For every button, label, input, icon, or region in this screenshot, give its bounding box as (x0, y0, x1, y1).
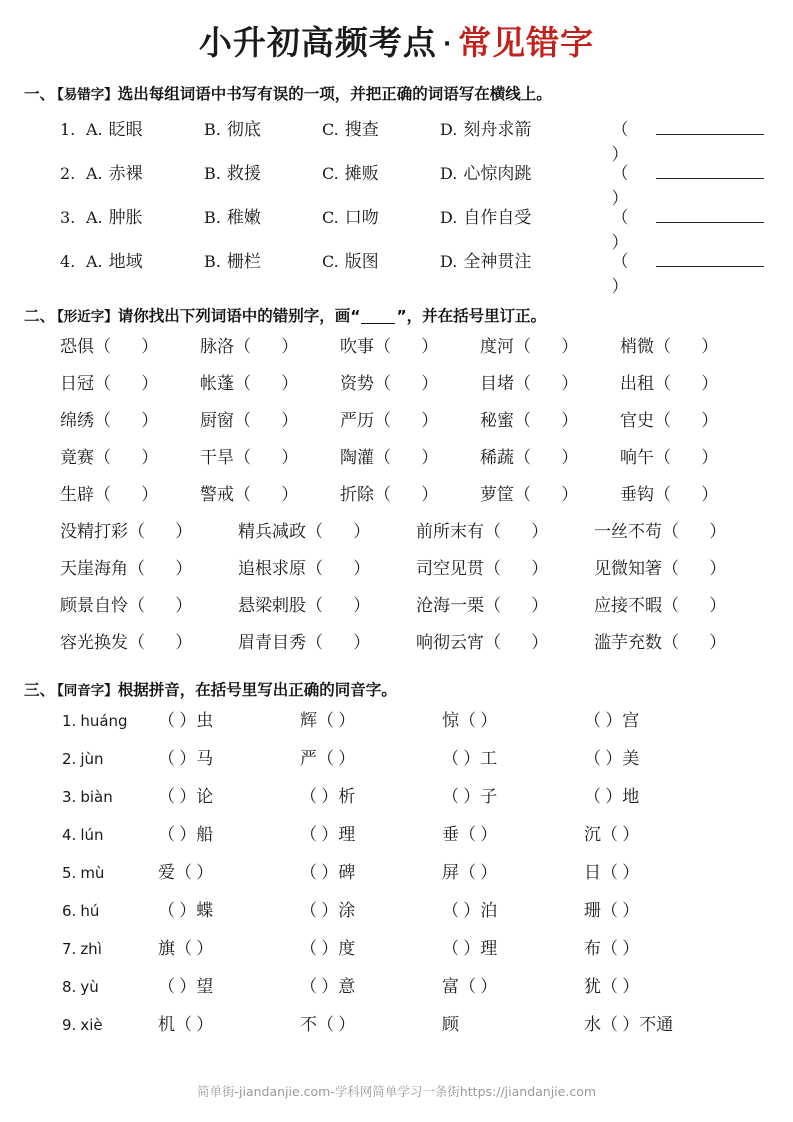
word-item[interactable] (340, 480, 480, 505)
homophone-blank[interactable]: 沉（ ） (584, 825, 640, 844)
answer-bracket[interactable]: （ ） (611, 207, 643, 253)
pinyin-text: lún (80, 826, 104, 844)
correction-bracket[interactable]: （ ） (514, 373, 592, 393)
idiom-item[interactable] (238, 591, 416, 616)
option-b[interactable] (204, 159, 322, 184)
word-text: 绵绣 (60, 410, 94, 430)
question-index: 2. (60, 163, 76, 183)
correction-bracket[interactable]: （ ） (234, 373, 312, 393)
homophone-blank[interactable]: （ ）析 (300, 787, 356, 806)
homophone-blank[interactable]: 惊（ ） (442, 711, 498, 730)
idiom-item[interactable] (594, 517, 772, 542)
option-d-label: D. (440, 207, 458, 227)
homophone-blank[interactable]: 珊（ ） (584, 901, 640, 920)
correction-bracket[interactable]: （ ） (94, 447, 172, 467)
pinyin-text: hú (80, 902, 100, 920)
idiom-text: 沧海一栗 (416, 595, 484, 615)
section-1-heading (24, 83, 769, 106)
correction-bracket[interactable]: （ ） (514, 484, 592, 504)
correction-bracket[interactable]: （ ） (374, 373, 452, 393)
question-row (24, 115, 769, 165)
option-b-word: 稚嫩 (226, 207, 261, 228)
word-text: 出租 (620, 373, 654, 393)
option-a-word: 肿胀 (108, 207, 143, 228)
option-d[interactable] (440, 247, 598, 272)
pinyin-row (62, 744, 769, 782)
section-1-tag: 【易错字】 (57, 87, 118, 104)
section-3-body (24, 706, 769, 1048)
correction-bracket[interactable]: （ ） (514, 447, 592, 467)
section-2-text-before: 请你找出下列词语中的错别字，画“ (117, 306, 361, 325)
pinyin-row (62, 706, 769, 744)
correction-bracket[interactable]: （ ） (94, 373, 172, 393)
homophone-blank[interactable]: 顾 (442, 1015, 459, 1034)
idiom-text: 顾景自怜 (60, 595, 128, 615)
section-1-body (24, 115, 769, 297)
correction-bracket[interactable]: （ ） (662, 595, 740, 615)
homophone-blank[interactable]: 旗（ ） (158, 939, 214, 958)
word-text: 萝筐 (480, 484, 514, 504)
word-text: 恐俱 (60, 336, 94, 356)
idiom-row (60, 517, 769, 554)
row-index: 8. (62, 978, 77, 996)
idiom-text: 悬梁剌股 (238, 595, 306, 615)
word-row (60, 480, 769, 517)
homophone-blank[interactable]: （ ）度 (300, 939, 356, 958)
option-d[interactable] (440, 159, 598, 184)
section-2-body (24, 332, 769, 665)
answer-blank-line[interactable] (656, 119, 764, 135)
correction-bracket[interactable]: （ ） (94, 336, 172, 356)
idiom-item[interactable] (60, 628, 238, 653)
option-a-label: A. (86, 163, 103, 183)
idiom-text: 精兵减政 (238, 521, 306, 541)
correction-bracket[interactable]: （ ） (374, 336, 452, 356)
correction-bracket[interactable]: （ ） (374, 484, 452, 504)
homophone-blank[interactable]: （ ）船 (158, 825, 214, 844)
answer-blank-line[interactable] (656, 251, 764, 267)
homophone-blank[interactable]: （ ）涂 (300, 901, 356, 920)
word-text: 严历 (340, 410, 374, 430)
homophone-blank[interactable]: 布（ ） (584, 939, 640, 958)
homophone-blank[interactable]: 严（ ） (300, 749, 356, 768)
pinyin-text: xiè (80, 1016, 103, 1034)
correction-bracket[interactable]: （ ） (234, 447, 312, 467)
word-item[interactable] (200, 332, 340, 357)
option-c-label: C. (322, 119, 339, 139)
pinyin-label (62, 712, 158, 730)
correction-bracket[interactable]: （ ） (484, 521, 562, 541)
pinyin-label (62, 978, 158, 996)
correction-bracket[interactable]: （ ） (306, 521, 384, 541)
pinyin-row (62, 782, 769, 820)
option-d[interactable] (440, 115, 598, 140)
page-title (24, 0, 769, 69)
word-text: 垂钩 (620, 484, 654, 504)
option-b-word: 救援 (226, 163, 261, 184)
row-index: 1. (62, 712, 77, 730)
pinyin-text: zhì (80, 940, 102, 958)
option-b-label: B. (204, 163, 221, 183)
homophone-blank[interactable]: 机（ ） (158, 1015, 214, 1034)
idiom-item[interactable] (416, 628, 594, 653)
word-item[interactable] (200, 406, 340, 431)
option-b[interactable] (204, 247, 322, 272)
correction-bracket[interactable]: （ ） (128, 558, 206, 578)
word-text: 官史 (620, 410, 654, 430)
idiom-row (60, 591, 769, 628)
idiom-text: 天崖海角 (60, 558, 128, 578)
homophone-blank[interactable]: 日（ ） (584, 863, 640, 882)
idiom-text: 没精打彩 (60, 521, 128, 541)
pinyin-row (62, 934, 769, 972)
homophone-blank[interactable]: （ ）望 (158, 977, 214, 996)
option-d-label: D. (440, 163, 458, 183)
option-c-word: 口吻 (344, 207, 379, 228)
option-a[interactable] (86, 115, 204, 140)
word-item[interactable] (620, 406, 760, 431)
idiom-item[interactable] (238, 628, 416, 653)
homophone-blank[interactable]: 不（ ） (300, 1015, 356, 1034)
word-row (60, 406, 769, 443)
homophone-blank[interactable]: 富（ ） (442, 977, 498, 996)
watermark-text: 简单街-jiandanjie.com-学科网简单学习一条街https://jiandanjie.com (196, 1084, 597, 1099)
option-b-label: B. (204, 251, 221, 271)
correction-bracket[interactable]: （ ） (234, 336, 312, 356)
question-index: 3. (60, 207, 76, 227)
pinyin-row (62, 820, 769, 858)
word-text: 帐蓬 (200, 373, 234, 393)
correction-bracket[interactable]: （ ） (654, 373, 732, 393)
homophone-blank[interactable]: （ ）泊 (442, 901, 498, 920)
option-a-word: 眨眼 (108, 119, 143, 140)
option-d-word: 刻舟求箭 (463, 119, 532, 140)
idiom-item[interactable] (60, 591, 238, 616)
pinyin-row (62, 858, 769, 896)
word-item[interactable] (60, 332, 200, 357)
answer-bracket[interactable]: （ ） (611, 251, 643, 297)
idiom-item[interactable] (594, 554, 772, 579)
word-text: 脉洛 (200, 336, 234, 356)
correction-bracket[interactable]: （ ） (514, 336, 592, 356)
homophone-blank[interactable]: （ ）宫 (584, 711, 640, 730)
correction-bracket[interactable]: （ ） (128, 521, 206, 541)
option-a-label: A. (86, 119, 103, 139)
section-1-text: 选出每组词语中书写有误的一项，并把正确的词语写在横线上。 (117, 85, 552, 104)
idiom-text: 追根求原 (238, 558, 306, 578)
word-item[interactable] (200, 480, 340, 505)
correction-bracket[interactable]: （ ） (374, 410, 452, 430)
option-a-label: A. (86, 207, 103, 227)
pinyin-text: huáng (80, 712, 128, 730)
option-c[interactable] (322, 115, 440, 140)
pinyin-row (62, 1010, 769, 1048)
idiom-item[interactable] (416, 517, 594, 542)
correction-bracket[interactable]: （ ） (662, 632, 740, 652)
word-item[interactable] (200, 369, 340, 394)
word-text: 生辟 (60, 484, 94, 504)
word-item[interactable] (60, 443, 200, 468)
idiom-text: 见微知箸 (594, 558, 662, 578)
word-item[interactable] (480, 406, 620, 431)
idiom-text: 一丝不苟 (594, 521, 662, 541)
correction-bracket[interactable]: （ ） (514, 410, 592, 430)
homophone-blank[interactable]: 辉（ ） (300, 711, 356, 730)
section-1-number: 一、 (24, 85, 56, 104)
idiom-text: 应接不暇 (594, 595, 662, 615)
word-item[interactable] (620, 443, 760, 468)
homophone-blank[interactable]: （ ）意 (300, 977, 356, 996)
idiom-row (60, 628, 769, 665)
answer-bracket[interactable]: （ ） (611, 163, 643, 209)
option-d-word: 心惊肉跳 (463, 163, 532, 184)
option-c-label: C. (322, 163, 339, 183)
idiom-item[interactable] (60, 554, 238, 579)
word-item[interactable] (340, 332, 480, 357)
homophone-blank[interactable]: （ ）论 (158, 787, 214, 806)
correction-bracket[interactable]: （ ） (94, 410, 172, 430)
word-item[interactable] (480, 332, 620, 357)
option-a[interactable] (86, 247, 204, 272)
homophone-blank[interactable]: （ ）蝶 (158, 901, 214, 920)
row-index: 6. (62, 902, 77, 920)
row-index: 9. (62, 1016, 77, 1034)
word-row (60, 332, 769, 369)
option-a[interactable] (86, 203, 204, 228)
idiom-text: 滥芋充数 (594, 632, 662, 652)
word-text: 资势 (340, 373, 374, 393)
homophone-blank[interactable]: （ ）碑 (300, 863, 356, 882)
correction-bracket[interactable]: （ ） (484, 632, 562, 652)
correction-bracket[interactable]: （ ） (234, 484, 312, 504)
word-item[interactable] (60, 369, 200, 394)
pinyin-row (62, 896, 769, 934)
answer-blank-line[interactable] (656, 163, 764, 179)
section-2-number: 二、 (24, 306, 56, 325)
homophone-blank[interactable]: （ ）地 (584, 787, 640, 806)
word-text: 目堵 (480, 373, 514, 393)
word-item[interactable] (620, 480, 760, 505)
option-c-word: 搜查 (344, 119, 379, 140)
word-text: 厨窗 (200, 410, 234, 430)
option-c[interactable] (322, 203, 440, 228)
pinyin-label (62, 788, 158, 806)
correction-bracket[interactable]: （ ） (128, 595, 206, 615)
row-index: 3. (62, 788, 77, 806)
option-c-word: 摊贩 (344, 163, 379, 184)
correction-bracket[interactable]: （ ） (654, 484, 732, 504)
row-index: 5. (62, 864, 77, 882)
option-a[interactable] (86, 159, 204, 184)
homophone-blank[interactable]: （ ）子 (442, 787, 498, 806)
option-c[interactable] (322, 247, 440, 272)
option-a-word: 地域 (108, 251, 143, 272)
option-b-word: 栅栏 (226, 251, 261, 272)
option-b-label: B. (204, 207, 221, 227)
word-item[interactable] (340, 443, 480, 468)
option-a-word: 赤裸 (108, 163, 143, 184)
title-main-text: 小升初高频考点 (198, 23, 437, 62)
section-2-text-after: ”，并在括号里订正。 (396, 306, 547, 325)
word-item[interactable] (200, 443, 340, 468)
option-d-label: D. (440, 251, 458, 271)
correction-bracket[interactable]: （ ） (662, 558, 740, 578)
correction-bracket[interactable]: （ ） (374, 447, 452, 467)
pinyin-label (62, 902, 158, 920)
homophone-blank[interactable]: （ ）理 (442, 939, 498, 958)
pinyin-label (62, 826, 158, 844)
homophone-blank[interactable]: （ ）美 (584, 749, 640, 768)
question-index: 1. (60, 119, 76, 139)
word-item[interactable] (60, 480, 200, 505)
question-row (24, 203, 769, 253)
section-3-text: 根据拼音，在括号里写出正确的同音字。 (117, 680, 397, 699)
pinyin-label (62, 940, 158, 958)
correction-bracket[interactable]: （ ） (484, 595, 562, 615)
word-text: 警戒 (200, 484, 234, 504)
pinyin-text: mù (80, 864, 105, 882)
idiom-text: 容光换发 (60, 632, 128, 652)
word-item[interactable] (620, 332, 760, 357)
word-item[interactable] (340, 369, 480, 394)
title-highlight-text: 常见错字 (458, 23, 595, 62)
correction-bracket[interactable]: （ ） (654, 447, 732, 467)
idiom-text: 司空见贯 (416, 558, 484, 578)
word-item[interactable] (480, 369, 620, 394)
word-item[interactable] (480, 443, 620, 468)
correction-bracket[interactable]: （ ） (662, 521, 740, 541)
idiom-item[interactable] (238, 517, 416, 542)
correction-bracket[interactable]: （ ） (306, 595, 384, 615)
idiom-text: 响彻云宵 (416, 632, 484, 652)
correction-bracket[interactable]: （ ） (234, 410, 312, 430)
option-b-word: 彻底 (226, 119, 261, 140)
correction-bracket[interactable]: （ ） (654, 336, 732, 356)
option-b-label: B. (204, 119, 221, 139)
row-index: 2. (62, 750, 77, 768)
option-c-label: C. (322, 207, 339, 227)
idiom-item[interactable] (416, 591, 594, 616)
option-c-label: C. (322, 251, 339, 271)
word-text: 响午 (620, 447, 654, 467)
pinyin-row (62, 972, 769, 1010)
word-text: 干旱 (200, 447, 234, 467)
pinyin-text: biàn (80, 788, 113, 806)
correction-bracket[interactable]: （ ） (128, 632, 206, 652)
word-item[interactable] (620, 369, 760, 394)
option-a-label: A. (86, 251, 103, 271)
option-d-word: 自作自受 (463, 207, 532, 228)
idiom-text: 眉青目秀 (238, 632, 306, 652)
option-b[interactable] (204, 115, 322, 140)
correction-bracket[interactable]: （ ） (484, 558, 562, 578)
word-text: 日冠 (60, 373, 94, 393)
correction-bracket[interactable]: （ ） (94, 484, 172, 504)
homophone-blank[interactable]: 屏（ ） (442, 863, 498, 882)
homophone-blank[interactable]: （ ）工 (442, 749, 498, 768)
question-row (24, 159, 769, 209)
word-row (60, 443, 769, 480)
homophone-blank[interactable]: （ ）理 (300, 825, 356, 844)
word-text: 折除 (340, 484, 374, 504)
idiom-item[interactable] (416, 554, 594, 579)
option-c-word: 版图 (344, 251, 379, 272)
homophone-blank[interactable]: （ ）马 (158, 749, 214, 768)
option-b[interactable] (204, 203, 322, 228)
homophone-blank[interactable]: 爱（ ） (158, 863, 214, 882)
homophone-blank[interactable]: 水（ ）不通 (584, 1015, 674, 1034)
correction-bracket[interactable]: （ ） (306, 632, 384, 652)
homophone-blank[interactable]: 犹（ ） (584, 977, 640, 996)
word-item[interactable] (340, 406, 480, 431)
word-item[interactable] (60, 406, 200, 431)
answer-blank-line[interactable] (656, 207, 764, 223)
section-3-tag: 【同音字】 (57, 682, 118, 699)
row-index: 4. (62, 826, 77, 844)
word-text: 吹事 (340, 336, 374, 356)
pinyin-label (62, 750, 158, 768)
pinyin-text: yù (80, 978, 99, 996)
title-separator: · (442, 32, 453, 57)
section-2-tag: 【形近字】 (57, 308, 118, 325)
row-index: 7. (62, 940, 77, 958)
option-d-word: 全神贯注 (463, 251, 532, 272)
question-index: 4. (60, 251, 76, 271)
correction-bracket[interactable]: （ ） (306, 558, 384, 578)
question-row (24, 247, 769, 297)
underline-mark-icon (361, 323, 395, 324)
option-c[interactable] (322, 159, 440, 184)
word-text: 稀蔬 (480, 447, 514, 467)
word-item[interactable] (480, 480, 620, 505)
section-3-heading (24, 679, 769, 702)
word-text: 陶灌 (340, 447, 374, 467)
word-text: 秘蜜 (480, 410, 514, 430)
option-d-label: D. (440, 119, 458, 139)
section-2-heading (24, 305, 769, 328)
word-text: 梢微 (620, 336, 654, 356)
idiom-item[interactable] (60, 517, 238, 542)
idiom-item[interactable] (238, 554, 416, 579)
correction-bracket[interactable]: （ ） (654, 410, 732, 430)
idiom-text: 前所末有 (416, 521, 484, 541)
idiom-row (60, 554, 769, 591)
option-d[interactable] (440, 203, 598, 228)
word-text: 度河 (480, 336, 514, 356)
homophone-blank[interactable]: 垂（ ） (442, 825, 498, 844)
pinyin-label (62, 864, 158, 882)
idiom-item[interactable] (594, 628, 772, 653)
word-row (60, 369, 769, 406)
word-text: 竟赛 (60, 447, 94, 467)
idiom-item[interactable] (594, 591, 772, 616)
pinyin-label (62, 1016, 158, 1034)
pinyin-text: jùn (80, 750, 104, 768)
homophone-blank[interactable]: （ ）虫 (158, 711, 214, 730)
section-3-number: 三、 (24, 680, 56, 699)
answer-bracket[interactable]: （ ） (611, 119, 643, 165)
